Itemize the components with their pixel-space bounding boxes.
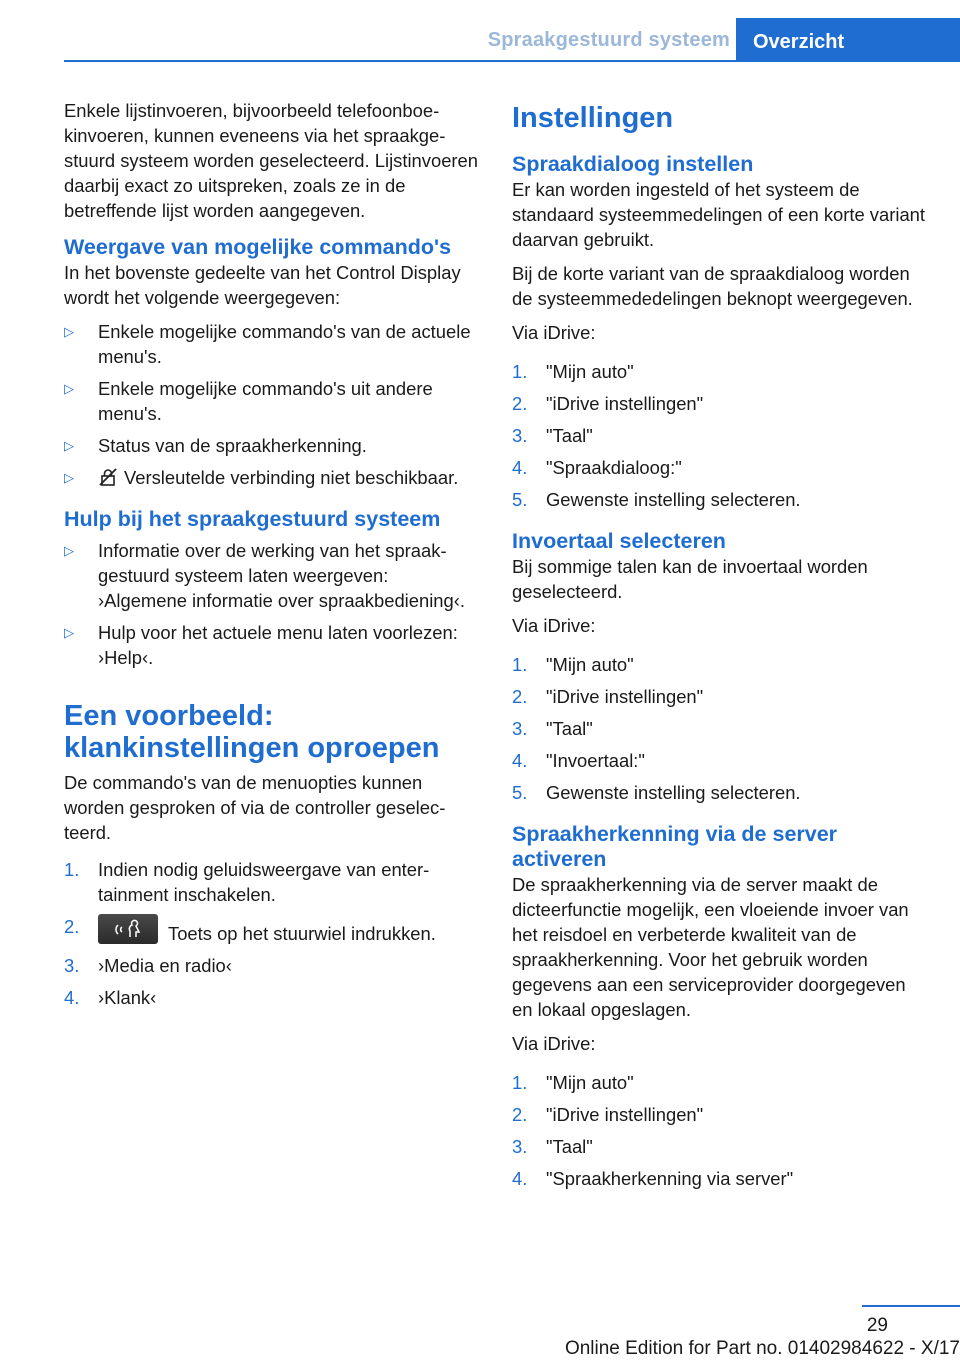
list-item-text: Enkele mogelijke commando's uit andere menu's. (98, 378, 433, 424)
step-text: ›Media en radio‹ (98, 955, 232, 976)
step-number: 4. (512, 750, 528, 771)
list-item (64, 985, 478, 1010)
step-text: "Taal" (546, 718, 593, 739)
step-number: 5. (512, 489, 528, 510)
list-item-text: Informatie over de werking van het spraakgestuurd systeem laten weergeven: ›Algemene informatie over spraakbediening‹. (98, 540, 465, 611)
server-steps (512, 1070, 926, 1191)
step-text: Gewenste instelling selecteren. (546, 489, 801, 510)
voorbeeld-paragraph: De commando's van de menuopties kunnen worden gesproken of via de controller geselecteerd. (64, 772, 446, 843)
dialoog-paragraph-1: Er kan worden ingesteld of het systeem de standaard systeemmedelingen of een korte variant daarvan gebruikt. (512, 179, 926, 250)
step-number: 2. (512, 686, 528, 707)
voorbeeld-steps (64, 857, 478, 1010)
right-column (512, 98, 926, 1198)
step-number: 4. (512, 457, 528, 478)
heading-dialoog: Spraakdialoog instellen (512, 152, 754, 176)
dialoog-paragraph-2: Bij de korte variant van de spraakdialoog worden de systeemmededelingen beknopt weergegeven. (512, 263, 913, 309)
list-item-text: Hulp voor het actuele menu laten voorlezen: ›Help‹. (98, 622, 458, 668)
step-number: 3. (512, 1136, 528, 1157)
list-item (512, 652, 926, 677)
list-item (64, 538, 478, 613)
intro-paragraph: Enkele lijstinvoeren, bijvoorbeeld telefoonboekinvoeren, kunnen eveneens via het spraakgestuurd systeem worden geselecteerd. Lijstinvoeren daarbij exact zo uitspreken, zoals ze in de betreffende lijst worden aangegeven. (64, 100, 479, 221)
step-text: "iDrive instellingen" (546, 393, 704, 414)
list-item-text: Versleutelde verbinding niet beschikbaar. (124, 467, 459, 488)
step-text: Indien nodig geluidsweergave van entertainment inschakelen. (98, 859, 430, 905)
step-text: "iDrive instellingen" (546, 686, 704, 707)
heading-instellingen: Instellingen (512, 102, 674, 134)
via-idrive-1: Via iDrive: (512, 322, 596, 343)
step-text: "Mijn auto" (546, 654, 634, 675)
via-idrive-2: Via iDrive: (512, 615, 596, 636)
step-text: "Taal" (546, 1136, 593, 1157)
step-text: "Spraakdialoog:" (546, 457, 682, 478)
step-number: 3. (512, 718, 528, 739)
server-paragraph: De spraakherkenning via de server maakt de dicteerfunctie mogelijk, een vloeiende invoer van het reisdoel en verbeterde kwaliteit van de spraakherkenning. Voor het gebruik worden gegevens aan een serviceprovider doorgegeven en lokaal opgeslagen. (512, 874, 909, 1020)
page-number: 29 (866, 1315, 888, 1336)
step-number: 3. (64, 955, 80, 976)
list-item (64, 319, 478, 369)
step-number: 2. (64, 916, 80, 937)
edition-note: Online Edition for Part no. 01402984622 - X/17 (564, 1338, 960, 1359)
heading-invoertaal: Invoertaal selecteren (512, 529, 726, 553)
heading-weergave: Weergave van mogelijke commando's (64, 235, 452, 259)
heading-server: Spraakherkenning via de server activeren (512, 822, 838, 871)
step-text: ›Klank‹ (98, 987, 157, 1008)
step-text: "Mijn auto" (546, 1072, 634, 1093)
list-item (512, 359, 926, 384)
step-text: "iDrive instellingen" (546, 1104, 704, 1125)
invoertaal-steps (512, 652, 926, 805)
list-item (64, 376, 478, 426)
left-column (64, 98, 478, 1017)
list-item (512, 1134, 926, 1159)
list-item (512, 487, 926, 512)
step-number: 4. (64, 987, 80, 1008)
list-item (64, 914, 478, 946)
list-item (512, 780, 926, 805)
list-item-text: Enkele mogelijke commando's van de actuele menu's. (98, 321, 471, 367)
step-number: 1. (512, 1072, 528, 1093)
weergave-paragraph: In het bovenste gedeelte van het Control Display wordt het volgende weergegeven: (64, 262, 461, 308)
weergave-list (64, 319, 478, 493)
list-item (512, 684, 926, 709)
header-section-title: Spraakgestuurd systeem (487, 29, 730, 51)
list-item (512, 1102, 926, 1127)
list-item (64, 620, 478, 670)
heading-hulp: Hulp bij het spraakgestuurd systeem (64, 507, 441, 531)
unencrypted-connection-icon (98, 467, 118, 493)
step-number: 1. (512, 361, 528, 382)
header-rule (64, 60, 960, 62)
step-text: "Invoertaal:" (546, 750, 645, 771)
step-text: Gewenste instelling selecteren. (546, 782, 801, 803)
step-number: 5. (512, 782, 528, 803)
voice-command-button-icon (98, 914, 158, 944)
step-text: Toets op het stuurwiel indrukken. (168, 923, 436, 944)
step-number: 3. (512, 425, 528, 446)
step-number: 1. (64, 859, 80, 880)
list-item (64, 857, 478, 907)
step-text: "Taal" (546, 425, 593, 446)
via-idrive-3: Via iDrive: (512, 1033, 596, 1054)
step-number: 4. (512, 1168, 528, 1189)
dialoog-steps (512, 359, 926, 512)
list-item (512, 423, 926, 448)
step-number: 2. (512, 393, 528, 414)
invoertaal-paragraph: Bij sommige talen kan de invoertaal worden geselecteerd. (512, 556, 868, 602)
header-chapter-tab: Overzicht (736, 18, 960, 62)
step-text: "Spraakherkenning via server" (546, 1168, 794, 1189)
list-item (512, 455, 926, 480)
list-item (512, 1166, 926, 1191)
heading-voorbeeld: Een voorbeeld: klankinstellingen oproepen (64, 700, 440, 764)
step-text: "Mijn auto" (546, 361, 634, 382)
hulp-list (64, 538, 478, 670)
list-item (512, 391, 926, 416)
list-item (512, 716, 926, 741)
list-item-text: Status van de spraakherkenning. (98, 435, 367, 456)
step-number: 2. (512, 1104, 528, 1125)
footer-rule (862, 1305, 960, 1307)
list-item (512, 1070, 926, 1095)
list-item (64, 953, 478, 978)
step-number: 1. (512, 654, 528, 675)
list-item (512, 748, 926, 773)
list-item (64, 465, 478, 493)
list-item (64, 433, 478, 458)
